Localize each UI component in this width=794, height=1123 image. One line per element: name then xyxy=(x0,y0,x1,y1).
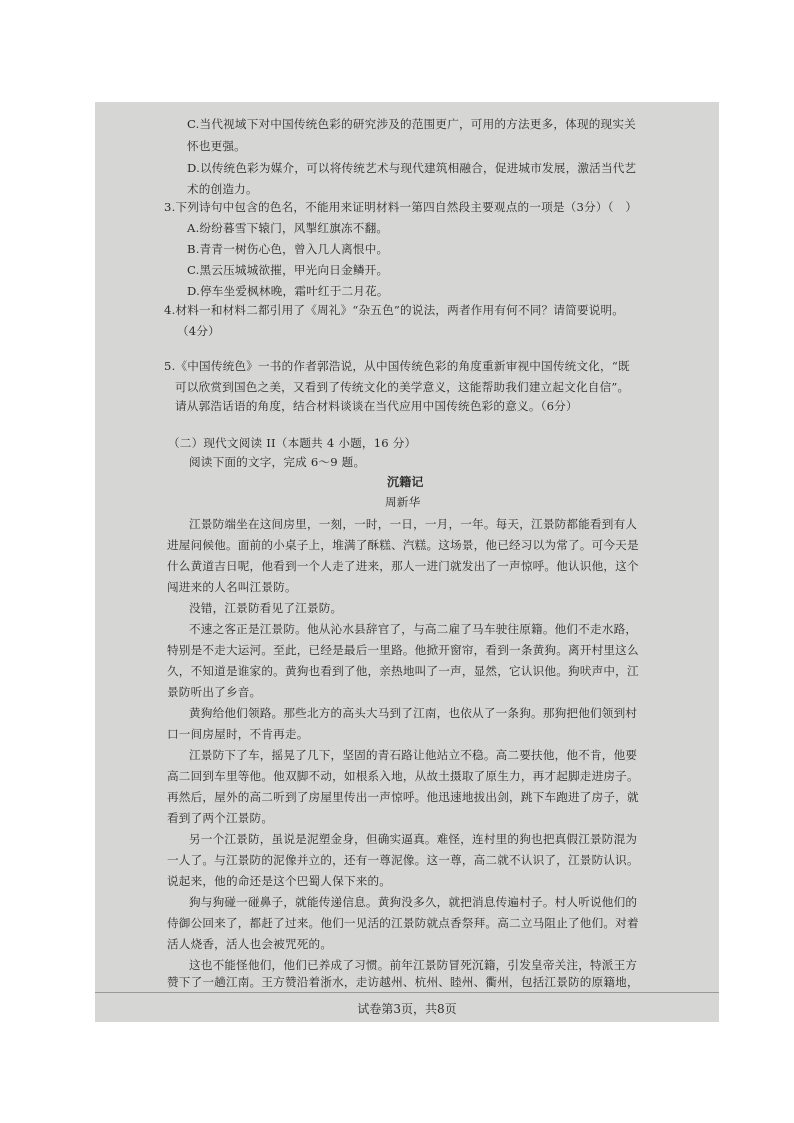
story-line: 狗与狗碰一碰鼻子，就能传递信息。黄狗没多久，就把消息传遍村子。村人听说他们的 xyxy=(189,895,638,909)
question-4-line1: 4.材料一和材料二都引用了《周礼》“杂五色”的说法，两者作用有何不同？请简要说明。 xyxy=(164,303,625,317)
story-line: 再然后，屋外的高二听到了房屋里传出一声惊呼。他迅速地拔出剑，跳下车跑进了房子，就 xyxy=(167,790,639,804)
question-5-line2: 可以欣赏到国色之美，又看到了传统文化的美学意义，这能帮助我们建立起文化自信”。 xyxy=(175,380,630,394)
option-c-q2-line2: 怀也更强。 xyxy=(187,139,246,153)
story-line: 没错，江景防看见了江景防。 xyxy=(189,601,343,615)
story-line: 江景防端坐在这间房里，一刻，一时，一日，一月，一年。每天，江景防都能看到有人 xyxy=(189,517,638,531)
question-3-option-d: D.停车坐爱枫林晚，霜叶红于二月花。 xyxy=(187,284,389,298)
question-3-stem: 3.下列诗句中包含的色名，不能用来证明材料一第四自然段主要观点的一项是（3分）（ ） xyxy=(164,200,638,214)
story-line: 活人烧香，活人也会被咒死的。 xyxy=(167,937,333,951)
story-line: 高二回到车里等他。他双脚不动，如根系入地，从故土摄取了原生力，再才起脚走进房子。 xyxy=(167,769,639,783)
story-author: 周新华 xyxy=(385,495,421,509)
story-line: 黄狗给他们领路。那些北方的高头大马到了江南，也依从了一条狗。那狗把他们领到村 xyxy=(189,706,638,720)
story-line: 进屋问候他。面前的小桌子上，堆满了酥糕、汽糕。这场景，他已经习以为常了。可今天是 xyxy=(167,538,639,552)
question-3-option-c: C.黑云压城城欲摧，甲光向日金鳞开。 xyxy=(187,263,389,277)
question-4-line2: （4分） xyxy=(177,324,220,338)
story-line: 一人了。与江景防的泥像并立的，还有一尊泥像。这一尊，高二就不认识了，江景防认识。 xyxy=(167,853,639,867)
story-line: 另一个江景防，虽说是泥塑金身，但确实逼真。难怪，连村里的狗也把真假江景防混为 xyxy=(189,832,638,846)
story-line: 什么黄道吉日呢，他看到一个人走了进来，那人一进门就发出了一声惊呼。他认识他，这个 xyxy=(167,559,639,573)
story-line: 不速之客正是江景防。他从沁水县辞官了，与高二雇了马车驶往原籍。他们不走水路， xyxy=(189,622,638,636)
question-5-line3: 请从郭浩话语的角度，结合材料谈谈在当代应用中国传统色彩的意义。（6分） xyxy=(175,399,578,413)
question-3-option-a: A.纷纷暮雪下辕门，风掣红旗冻不翻。 xyxy=(187,221,389,235)
story-line: 看到了两个江景防。 xyxy=(167,811,274,825)
story-line: 侍御公回来了，都赶了过来。他们一见活的江景防就点香祭拜。高二立马阻止了他们。对着 xyxy=(167,916,639,930)
page-footer: 试卷第3页，共8页 xyxy=(357,1002,457,1016)
story-line: 闯进来的人名叫江景防。 xyxy=(167,580,297,594)
story-line: 江景防下了车，摇晃了几下，坚固的青石路让他站立不稳。高二要扶他，他不肯，他要 xyxy=(189,748,638,762)
footer-divider xyxy=(95,992,719,993)
exam-page xyxy=(95,102,719,1022)
story-line: 口一间房屋时，不肯再走。 xyxy=(167,727,309,741)
story-line: 久，不知道是谁家的。黄狗也看到了他，亲热地叫了一声，显然，它认识他。狗吠声中，江 xyxy=(167,664,639,678)
option-d-q2-line1: D.以传统色彩为媒介，可以将传统艺术与现代建筑相融合，促进城市发展，激活当代艺 xyxy=(187,161,637,175)
story-title: 沉籍记 xyxy=(387,475,424,489)
story-line: 特别是不走大运河。至此，已经是最后一里路。他掀开窗帘，看到一条黄狗。离开村里这么 xyxy=(167,643,639,657)
story-line: 景防听出了乡音。 xyxy=(167,685,262,699)
story-line: 说起来，他的命还是这个巴蜀人保下来的。 xyxy=(167,874,392,888)
option-c-q2-line1: C.当代视域下对中国传统色彩的研究涉及的范围更广，可用的方法更多，体现的现实关 xyxy=(187,117,636,131)
question-3-option-b: B.青青一树伤心色，曾入几人离恨中。 xyxy=(187,242,389,256)
question-5-line1: 5.《中国传统色》一书的作者郭浩说，从中国传统色彩的角度重新审视中国传统文化，“既 xyxy=(164,359,630,373)
story-line: 这也不能怪他们，他们已养成了习惯。前年江景防冒死沉籍，引发皇帝关注，特派王方 xyxy=(189,958,638,972)
section-2-instruction: 阅读下面的文字，完成 6～9 题。 xyxy=(189,455,366,469)
story-line: 赞下了一趟江南。王方赞沿着浙水，走访越州、杭州、睦州、衢州，包括江景防的原籍地， xyxy=(167,975,639,989)
option-d-q2-line2: 术的创造力。 xyxy=(187,182,258,196)
section-2-heading: （二）现代文阅读 II（本题共 4 小题，16 分） xyxy=(168,436,417,450)
